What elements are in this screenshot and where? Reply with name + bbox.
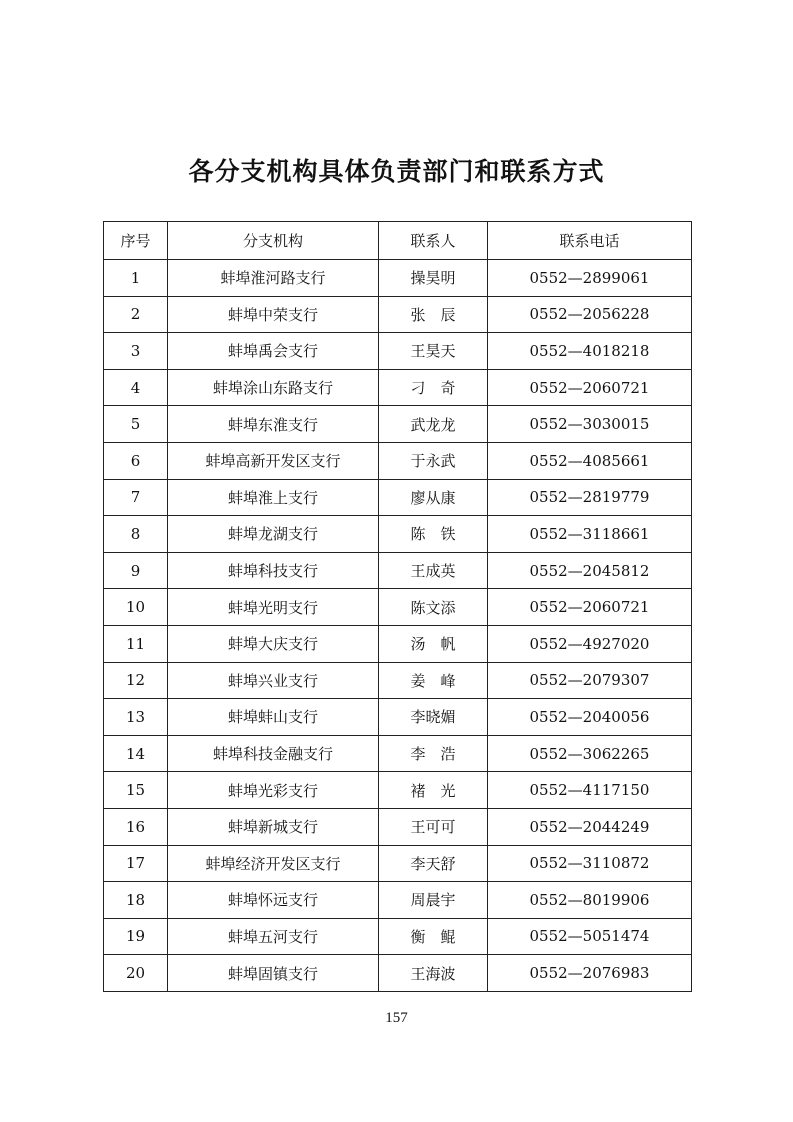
cell-phone: 0552—2819779 — [488, 479, 692, 516]
cell-contact: 衡 鲲 — [379, 918, 488, 955]
cell-phone: 0552—2044249 — [488, 808, 692, 845]
cell-phone: 0552—2899061 — [488, 260, 692, 297]
cell-index: 13 — [104, 699, 168, 736]
cell-contact: 李 浩 — [379, 735, 488, 772]
cell-contact: 廖从康 — [379, 479, 488, 516]
table-row — [104, 699, 692, 736]
cell-phone: 0552—3118661 — [488, 516, 692, 553]
cell-branch: 蚌埠兴业支行 — [168, 662, 379, 699]
cell-contact: 李天舒 — [379, 845, 488, 882]
cell-contact: 操昊明 — [379, 260, 488, 297]
table-header-row — [104, 222, 692, 260]
table-row — [104, 552, 692, 589]
cell-index: 12 — [104, 662, 168, 699]
cell-phone: 0552—2060721 — [488, 589, 692, 626]
cell-branch: 蚌埠禹会支行 — [168, 333, 379, 370]
cell-index: 9 — [104, 552, 168, 589]
cell-index: 17 — [104, 845, 168, 882]
cell-phone: 0552—2056228 — [488, 296, 692, 333]
cell-index: 15 — [104, 772, 168, 809]
cell-index: 1 — [104, 260, 168, 297]
table-row — [104, 406, 692, 443]
cell-contact: 李晓媚 — [379, 699, 488, 736]
cell-index: 10 — [104, 589, 168, 626]
cell-phone: 0552—8019906 — [488, 882, 692, 919]
cell-index: 5 — [104, 406, 168, 443]
cell-contact: 王可可 — [379, 808, 488, 845]
cell-phone: 0552—2060721 — [488, 369, 692, 406]
cell-contact: 陈文添 — [379, 589, 488, 626]
cell-contact: 陈 铁 — [379, 516, 488, 553]
table-row — [104, 296, 692, 333]
cell-phone: 0552—2079307 — [488, 662, 692, 699]
table-row — [104, 369, 692, 406]
contacts-table — [103, 221, 692, 992]
header-index: 序号 — [104, 222, 168, 260]
cell-index: 18 — [104, 882, 168, 919]
cell-branch: 蚌埠怀远支行 — [168, 882, 379, 919]
table-row — [104, 662, 692, 699]
cell-contact: 王成英 — [379, 552, 488, 589]
table-row — [104, 808, 692, 845]
cell-branch: 蚌埠大庆支行 — [168, 625, 379, 662]
cell-index: 20 — [104, 955, 168, 992]
page-number: 157 — [385, 1010, 408, 1026]
table-row — [104, 479, 692, 516]
cell-branch: 蚌埠科技支行 — [168, 552, 379, 589]
cell-index: 14 — [104, 735, 168, 772]
cell-index: 6 — [104, 442, 168, 479]
cell-phone: 0552—3110872 — [488, 845, 692, 882]
cell-phone: 0552—3062265 — [488, 735, 692, 772]
cell-branch: 蚌埠东淮支行 — [168, 406, 379, 443]
cell-phone: 0552—3030015 — [488, 406, 692, 443]
cell-index: 8 — [104, 516, 168, 553]
cell-branch: 蚌埠光彩支行 — [168, 772, 379, 809]
cell-contact: 于永武 — [379, 442, 488, 479]
page-title: 各分支机构具体负责部门和联系方式 — [188, 157, 605, 186]
cell-phone: 0552—4927020 — [488, 625, 692, 662]
cell-contact: 汤 帆 — [379, 625, 488, 662]
table-row — [104, 735, 692, 772]
cell-contact: 刁 奇 — [379, 369, 488, 406]
cell-branch: 蚌埠中荣支行 — [168, 296, 379, 333]
cell-branch: 蚌埠龙湖支行 — [168, 516, 379, 553]
cell-branch: 蚌埠淮上支行 — [168, 479, 379, 516]
header-branch: 分支机构 — [168, 222, 379, 260]
cell-index: 19 — [104, 918, 168, 955]
table-row — [104, 589, 692, 626]
table-row — [104, 955, 692, 992]
table-row — [104, 442, 692, 479]
cell-phone: 0552—2045812 — [488, 552, 692, 589]
cell-branch: 蚌埠五河支行 — [168, 918, 379, 955]
cell-phone: 0552—4117150 — [488, 772, 692, 809]
cell-branch: 蚌埠蚌山支行 — [168, 699, 379, 736]
cell-phone: 0552—2076983 — [488, 955, 692, 992]
table-row — [104, 772, 692, 809]
cell-branch: 蚌埠科技金融支行 — [168, 735, 379, 772]
cell-index: 2 — [104, 296, 168, 333]
cell-branch: 蚌埠高新开发区支行 — [168, 442, 379, 479]
cell-contact: 武龙龙 — [379, 406, 488, 443]
cell-index: 3 — [104, 333, 168, 370]
cell-branch: 蚌埠经济开发区支行 — [168, 845, 379, 882]
cell-contact: 周晨宇 — [379, 882, 488, 919]
cell-index: 4 — [104, 369, 168, 406]
table-row — [104, 625, 692, 662]
cell-branch: 蚌埠新城支行 — [168, 808, 379, 845]
header-phone: 联系电话 — [488, 222, 692, 260]
cell-phone: 0552—4018218 — [488, 333, 692, 370]
table-row — [104, 882, 692, 919]
cell-phone: 0552—4085661 — [488, 442, 692, 479]
cell-branch: 蚌埠固镇支行 — [168, 955, 379, 992]
cell-contact: 张 辰 — [379, 296, 488, 333]
cell-contact: 王海波 — [379, 955, 488, 992]
cell-branch: 蚌埠淮河路支行 — [168, 260, 379, 297]
cell-index: 11 — [104, 625, 168, 662]
cell-contact: 王昊天 — [379, 333, 488, 370]
table-row — [104, 333, 692, 370]
cell-index: 16 — [104, 808, 168, 845]
cell-branch: 蚌埠光明支行 — [168, 589, 379, 626]
cell-phone: 0552—2040056 — [488, 699, 692, 736]
cell-phone: 0552—5051474 — [488, 918, 692, 955]
cell-branch: 蚌埠涂山东路支行 — [168, 369, 379, 406]
cell-index: 7 — [104, 479, 168, 516]
table-row — [104, 918, 692, 955]
header-contact: 联系人 — [379, 222, 488, 260]
table-row — [104, 845, 692, 882]
cell-contact: 褚 光 — [379, 772, 488, 809]
table-row — [104, 260, 692, 297]
table-row — [104, 516, 692, 553]
cell-contact: 姜 峰 — [379, 662, 488, 699]
